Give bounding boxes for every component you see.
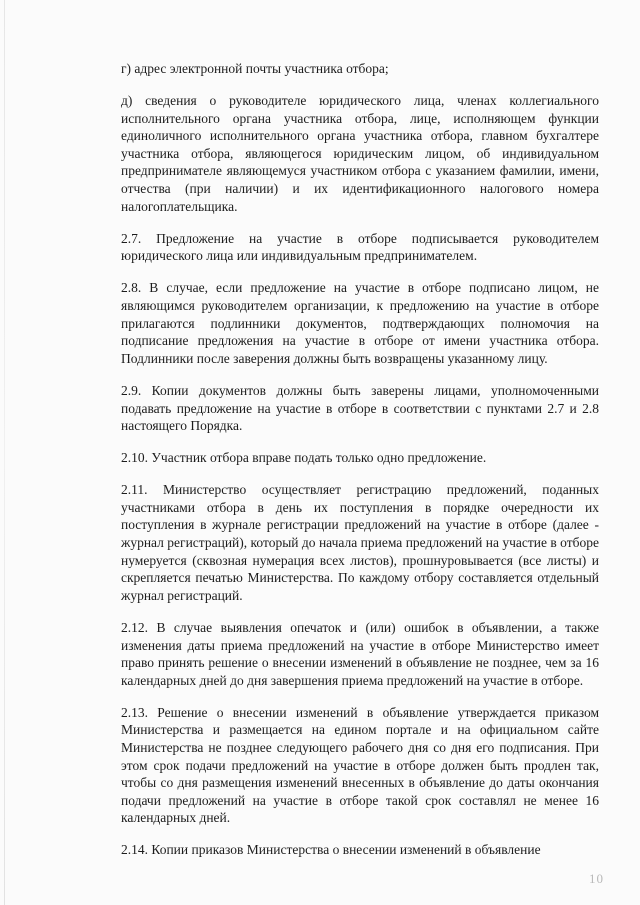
paragraph-2-8: 2.8. В случае, если предложение на участие в отборе подписано лицом, не являющимся руководителем организации, к предложению на участие в отборе прилагаются подлинники документов, подтверждающих полномочия на подписание предложения на участие в отборе от имени участника отбора. Подлинники после заверения должны быть возвращены указанному лицу. — [121, 280, 599, 366]
paragraph-2-9: 2.9. Копии документов должны быть заверены лицами, уполномоченными подавать предложение на участие в отборе в соответствии с пунктами 2.7 и 2.8 настоящего Порядка. — [121, 382, 599, 434]
document-body — [121, 60, 599, 874]
paragraph-2-14: 2.14. Копии приказов Министерства о внесении изменений в объявление — [121, 842, 541, 858]
paragraph-item-d: д) сведения о руководителе юридического лица, членах коллегиального исполнительного органа участника отбора, лице, исполняющем функции единоличного исполнительного органа участника отбора, главном бухгалтере участника отбора, являющегося юридическим лицом, об индивидуальном предпринимателе являющемуся участником отбора с указанием фамилии, имени, отчества (при наличии) и их идентификационного налогового номера налогоплательщика. — [121, 93, 599, 214]
scan-edge — [4, 0, 5, 905]
paragraph-2-11: 2.11. Министерство осуществляет регистрацию предложений, поданных участниками отбора в день их поступления в порядке очередности их поступления в журнале регистрации предложений на участие в отборе (далее - журнал регистраций), который до начала приема предложений на участие в отборе нумеруется (сквозная нумерация всех листов), прошнуровывается (все листы) и скрепляется печатью Министерства. По каждому отбору составляется отдельный журнал регистраций. — [121, 482, 599, 603]
paragraph-2-12: 2.12. В случае выявления опечаток и (или) ошибок в объявлении, а также изменения даты приема предложений на участие в отборе Министерство имеет право принять решение о внесении изменений в объявление не позднее, чем за 16 календарных дней до дня завершения приема предложений на участие в отборе. — [121, 619, 599, 688]
page-number: 10 — [589, 871, 604, 886]
paragraph-2-10: 2.10. Участник отбора вправе подать только одно предложение. — [121, 450, 487, 466]
paragraph-2-7: 2.7. Предложение на участие в отборе подписывается руководителем юридического лица или индивидуальным предпринимателем. — [121, 230, 599, 264]
paragraph-2-13: 2.13. Решение о внесении изменений в объявление утверждается приказом Министерства и размещается на едином портале и на официальном сайте Министерства не позднее следующего рабочего дня со дня его подписания. При этом срок подачи предложений на участие в отборе должен быть продлен так, чтобы со дня размещения изменений внесенных в объявление до даты окончания подачи предложений на участие в отборе такой срок составлял не менее 16 календарных дней. — [121, 704, 599, 826]
paragraph-item-g: г) адрес электронной почты участника отбора; — [121, 61, 389, 76]
